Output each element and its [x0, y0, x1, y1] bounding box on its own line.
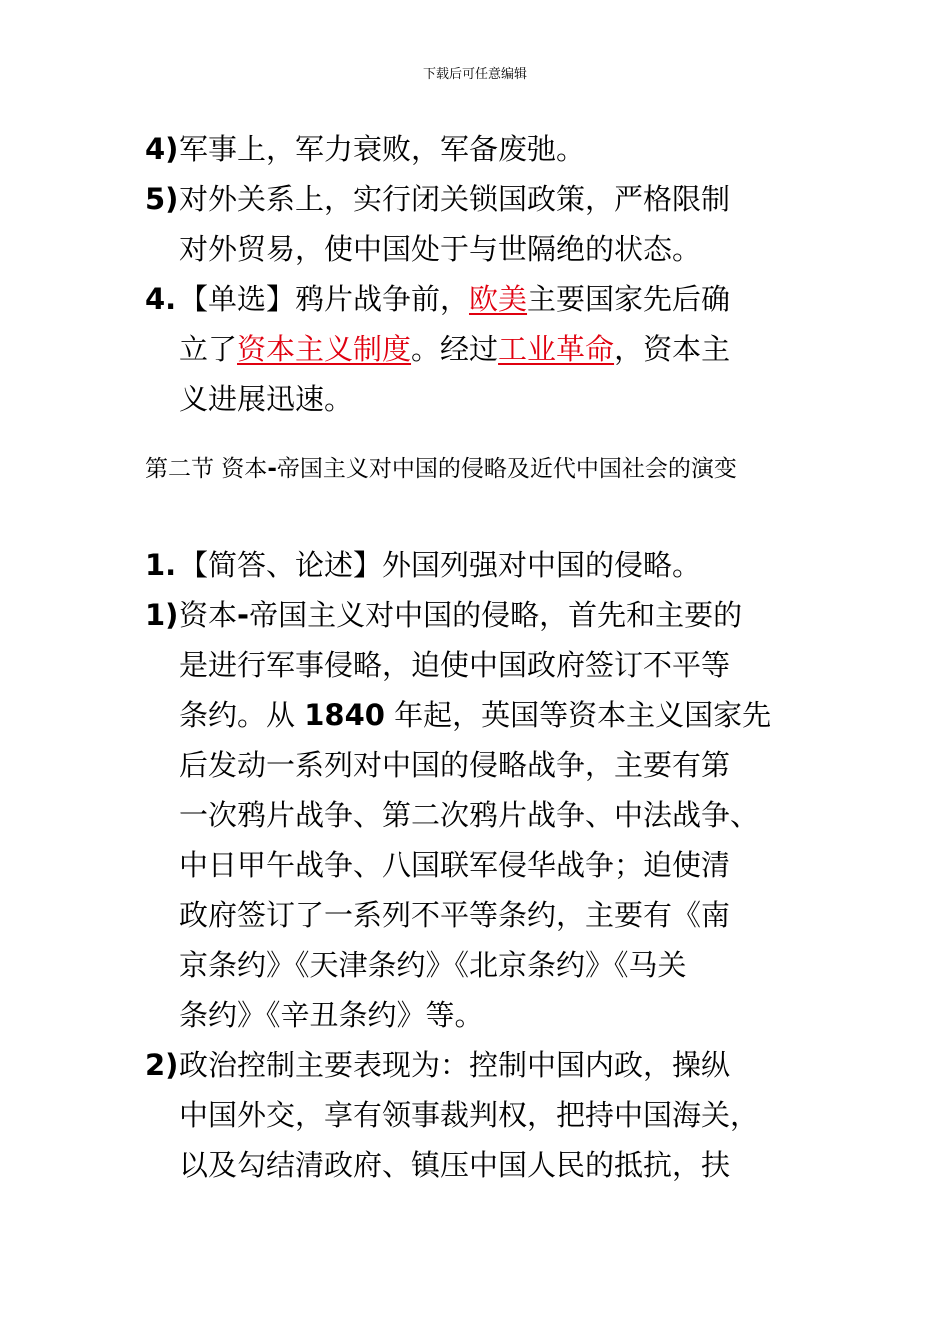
item-text [179, 590, 845, 1040]
line: 对外关系上，实行闭关锁国政策，严格限制 [179, 182, 731, 216]
text-run: 资本 [179, 598, 238, 632]
text-run: 帝国主义对中国的侵略，首先和主要的 [249, 598, 743, 632]
item-number: 2) [145, 1048, 179, 1082]
question-number: 1. [145, 548, 177, 582]
text-run: 。经过 [411, 332, 499, 366]
text-run: 第二节 资本 [145, 456, 268, 482]
question-1 [145, 540, 845, 590]
text-run: 年起，英国等资本主义国家先 [384, 698, 772, 732]
highlight-term: 资本主义制度 [237, 332, 412, 366]
item-number: 1) [145, 598, 179, 632]
section-heading [145, 450, 845, 488]
line: 后发动一系列对中国的侵略战争，主要有第 [179, 748, 731, 782]
question-text [179, 274, 845, 424]
text-run: - [237, 598, 250, 632]
line: 是进行军事侵略，迫使中国政府签订不平等 [179, 648, 731, 682]
line: 政府签订了一系列不平等条约，主要有《南 [179, 898, 731, 932]
line: 政治控制主要表现为：控制中国内政，操纵 [179, 1048, 731, 1082]
page-header-note: 下载后可任意编辑 [422, 67, 527, 82]
highlight-term: 欧美 [469, 282, 528, 316]
text-run: 帝国主义对中国的侵略及近代中国社会的演变 [276, 456, 737, 482]
text-run: 主要国家先后确 [527, 282, 731, 316]
part-one [145, 124, 845, 424]
list-item-1 [145, 590, 845, 1040]
item-number: 5) [145, 182, 179, 216]
line: 条约》《辛丑条约》等。 [179, 998, 484, 1032]
part-two [145, 540, 845, 1190]
line: 对外贸易，使中国处于与世隔绝的状态。 [179, 232, 702, 266]
line: 中日甲午战争、八国联军侵华战争；迫使清 [179, 848, 731, 882]
year: 1840 [304, 698, 385, 732]
text-run: - [267, 456, 277, 482]
line: 京条约》《天津条约》《北京条约》《马关 [179, 948, 687, 982]
highlight-term: 工业革命 [498, 332, 615, 366]
list-item-5 [145, 174, 845, 274]
question-4 [145, 274, 845, 424]
text-run: 义进展迅速。 [179, 382, 354, 416]
question-text: 【简答、论述】外国列强对中国的侵略。 [179, 548, 702, 582]
text-run: 立了 [179, 332, 238, 366]
line: 中国外交，享有领事裁判权，把持中国海关， [179, 1098, 760, 1132]
text-run: 【单选】鸦片战争前， [179, 282, 470, 316]
item-number: 4) [145, 132, 179, 166]
item-text [179, 1040, 845, 1190]
item-text: 军事上，军力衰败，军备废弛。 [179, 132, 586, 166]
item-text [179, 174, 845, 274]
list-item-4 [145, 124, 845, 174]
text-run: ，资本主 [614, 332, 731, 366]
text-run: 条约。从 [179, 698, 305, 732]
line: 一次鸦片战争、第二次鸦片战争、中法战争、 [179, 798, 760, 832]
line: 以及勾结清政府、镇压中国人民的抵抗，扶 [179, 1148, 731, 1182]
question-number: 4. [145, 282, 177, 316]
list-item-2 [145, 1040, 845, 1190]
